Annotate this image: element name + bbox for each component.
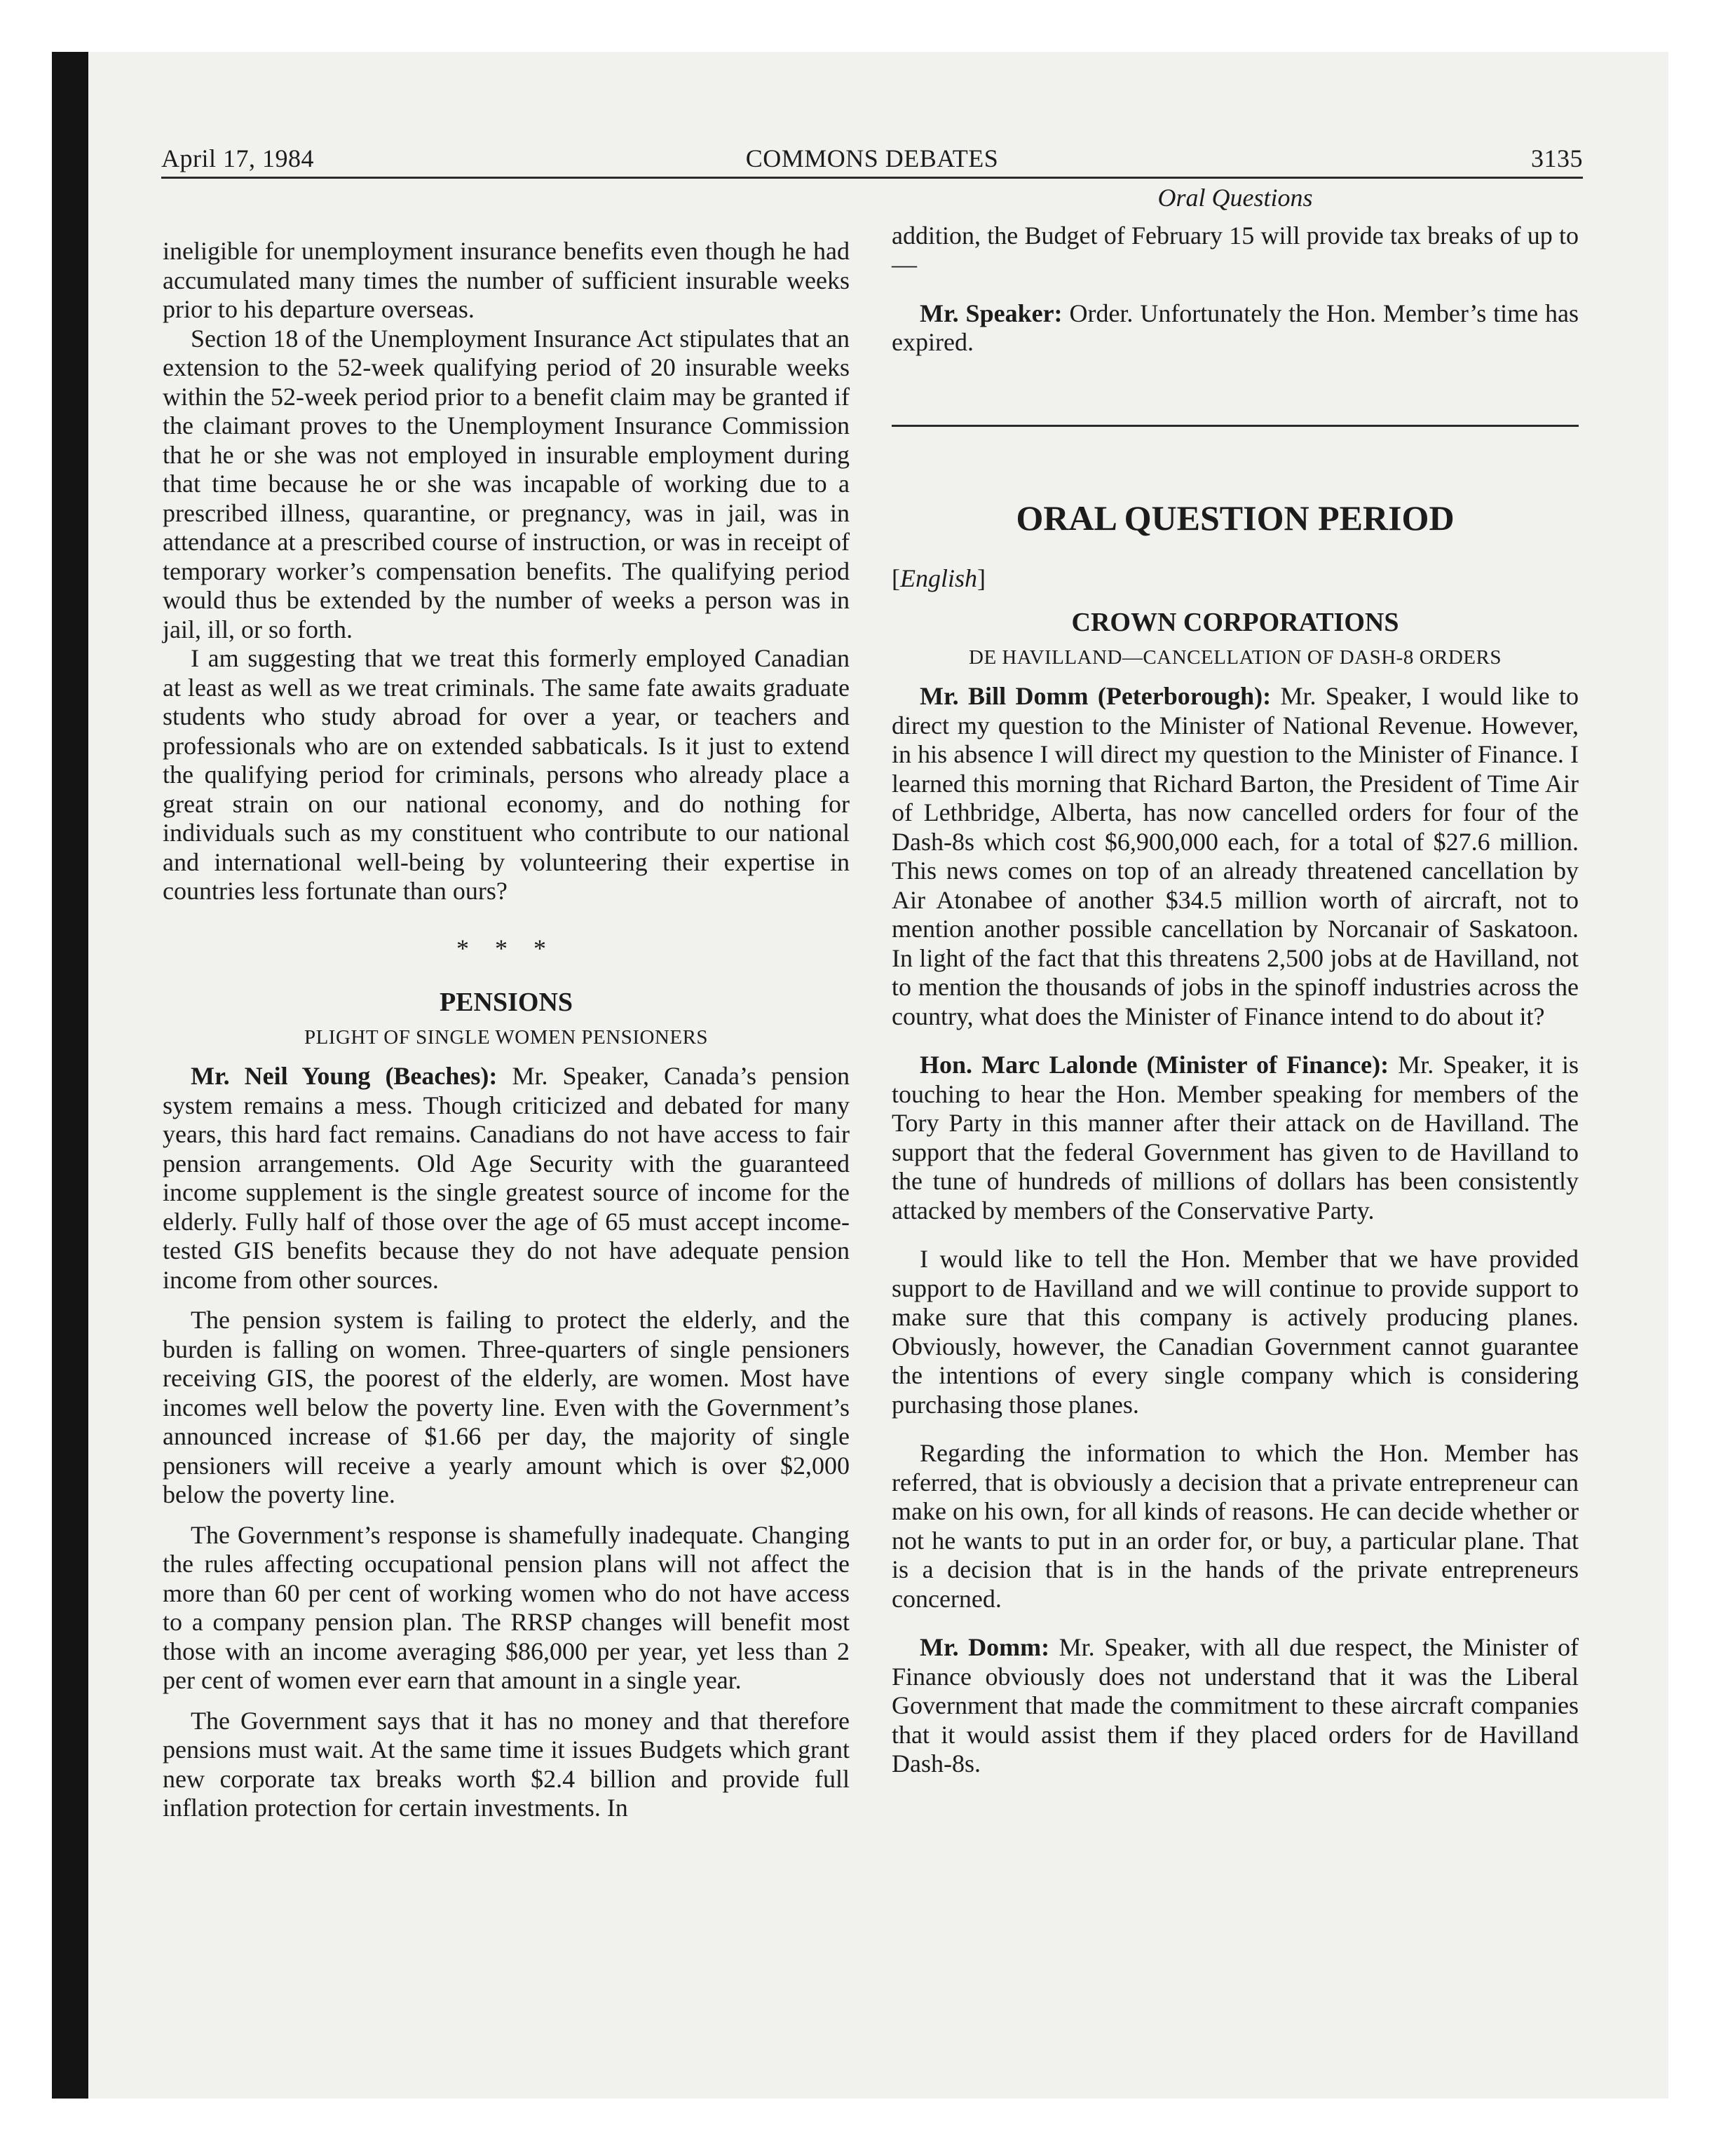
language-marker: [English] [892, 564, 986, 592]
speech-text: Order. Unfortunately the Hon. Member’s time has expired. [892, 299, 1579, 356]
major-heading: ORAL QUESTION PERIOD [1016, 498, 1455, 538]
paragraph: Regarding the information to which the Hon. Member has referred, that is obviously a decision that a private entrepreneur can make on his own, for all kinds of reasons. He can decide whether or not he wants to put in an order for, or buy, a particular plane. That is a decision that is in the hands of the private entrepreneurs concerned. [892, 1439, 1579, 1613]
paragraph: The Government says that it has no money and that therefore pensions must wait. At the same time it issues Budgets which grant new corporate tax breaks worth $2.4 billion and provide full inflation protection for certain investments. In [163, 1706, 850, 1822]
section-subtitle: DE HAVILLAND—CANCELLATION OF DASH-8 ORDERS [969, 646, 1502, 669]
right-column [892, 184, 1579, 1779]
speech-paragraph [892, 1051, 1579, 1225]
left-column [163, 237, 850, 1823]
paragraph: ineligible for unemployment insurance benefits even though he had accumulated many times the number of sufficient insurable weeks prior to his departure overseas. [163, 237, 850, 323]
paragraph: The pension system is failing to protect the elderly, and the burden is falling on women. Three-quarters of single pensioners receiving GIS, the poorest of the elderly, are women. Most have incomes well below the poverty line. Even with the Government’s announced increase of $1.66 per day, the majority of single pensioners will receive a yearly amount which is over $2,000 below the poverty line. [163, 1306, 850, 1508]
section-title: CROWN CORPORATIONS [1071, 608, 1399, 637]
page-number: 3135 [1531, 144, 1583, 172]
paragraph: addition, the Budget of February 15 will provide tax breaks of up to— [892, 221, 1579, 278]
section-divider [892, 425, 1579, 427]
paragraph: I would like to tell the Hon. Member that we have provided support to de Havilland and we will continue to provide support to make sure that this company is actively producing planes. Obviously, however, the Canadian Government cannot guarantee the intentions of every single company which is considering purchasing those planes. [892, 1245, 1579, 1419]
speaker-name: Mr. Domm: [920, 1633, 1050, 1661]
paragraph: I am suggesting that we treat this formerly employed Canadian at least as well as we treat criminals. The same fate awaits graduate students who study abroad for over a year, or teachers and professionals who are on extended sabbaticals. Is it just to extend the qualifying period for criminals, persons who already place a great strain on our national economy, and do nothing for individuals such as my constituent who contribute to our national and international well-being by volunteering their expertise in countries less fortunate than ours? [163, 644, 850, 905]
scan-edge-bar [52, 52, 88, 2099]
speech-text: Mr. Speaker, I would like to direct my question to the Minister of National Revenue. However, in his absence I will direct my question to the Minister of Finance. I learned this morning that Richard Barton, the President of Time Air of Lethbridge, Alberta, has now cancelled orders for four of the Dash-8s which cost $6,900,000 each, for a total of $27.6 million. This news comes on top of an already threatened cancellation by Air Atonabee of another $34.5 million worth of aircraft, not to mention another possible cancellation by Norcanair of Saskatoon. In light of the fact that this threatens 2,500 jobs at de Havilland, not to mention the thousands of jobs in the spinoff industries across the country, what does the Minister of Finance intend to do about it? [892, 682, 1579, 1030]
paragraph: Section 18 of the Unemployment Insurance Act stipulates that an extension to the 52-week qualifying period of 20 insurable weeks within the 52-week period prior to a benefit claim may be granted if the claimant proves to the Unemployment Insurance Commission that he or she was not employed in insurable employment during that time because he or she was incapable of working due to a prescribed illness, quarantine, or pregnancy, was in jail, was in attendance at a prescribed course of instruction, or was in receipt of temporary worker’s compensation benefits. The qualifying period would thus be extended by the number of weeks a person was in jail, ill, or so forth. [163, 324, 850, 643]
speech-paragraph [163, 1062, 850, 1295]
section-separator: * * * [456, 934, 556, 962]
speech-text: Mr. Speaker, with all due respect, the Minister of Finance obviously does not understand that it was the Liberal Government that made the commitment to these aircraft companies that it would assist them if they placed orders for de Havilland Dash-8s. [892, 1633, 1579, 1778]
running-head: Oral Questions [1157, 184, 1313, 212]
header-title: COMMONS DEBATES [745, 144, 999, 172]
section-title: PENSIONS [439, 988, 573, 1017]
speech-paragraph [892, 682, 1579, 1031]
speech-paragraph [892, 299, 1579, 357]
paragraph: The Government’s response is shamefully inadequate. Changing the rules affecting occupational pension plans will not affect the more than 60 per cent of working women who do not have access to a company pension plan. The RRSP changes will benefit most those with an income averaging $86,000 per year, yet less than 2 per cent of women ever earn that amount in a single year. [163, 1520, 850, 1694]
speech-text: Mr. Speaker, it is touching to hear the Hon. Member speaking for members of the Tory Party in this manner after their attack on de Havilland. The support that the federal Government has given to de Havilland to the tune of hundreds of millions of dollars has been consistently attacked by members of the Conservative Party. [892, 1051, 1579, 1224]
speaker-name: Mr. Bill Domm (Peterborough): [920, 682, 1272, 710]
speech-text: Mr. Speaker, Canada’s pension system remains a mess. Though criticized and debated for many years, this hard fact remains. Canadians do not have access to fair pension arrangements. Old Age Security with the guaranteed income supplement is the single greatest source of income for the elderly. Fully half of those over the age of 65 must accept income-tested GIS benefits because they do not have adequate pension income from other sources. [163, 1062, 850, 1294]
page-header [161, 143, 1583, 179]
speech-paragraph [892, 1633, 1579, 1779]
speaker-name: Mr. Neil Young (Beaches): [191, 1062, 498, 1090]
header-date: April 17, 1984 [161, 144, 314, 172]
speaker-name: Hon. Marc Lalonde (Minister of Finance): [920, 1051, 1389, 1079]
section-subtitle: PLIGHT OF SINGLE WOMEN PENSIONERS [304, 1025, 709, 1049]
speaker-name: Mr. Speaker: [920, 299, 1063, 327]
